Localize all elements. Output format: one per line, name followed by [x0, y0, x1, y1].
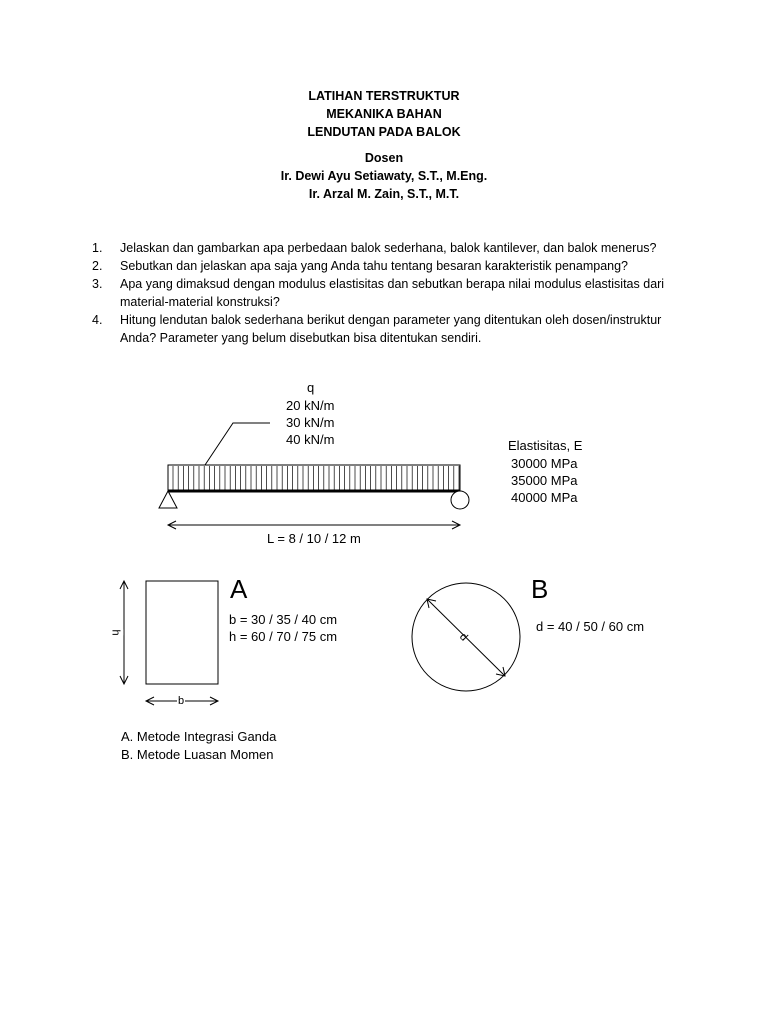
elasticity-value-2: 35000 MPa [511, 473, 578, 488]
elasticity-value-1: 30000 MPa [511, 456, 578, 471]
distributed-load-block [168, 465, 460, 491]
question-text: Sebutkan dan jelaskan apa saja yang Anda tahu tentang besaran karakteristik penampang? [120, 259, 629, 273]
load-value-2: 30 kN/m [286, 415, 335, 430]
beam-length-label: L = 8 / 10 / 12 m [267, 531, 361, 546]
question-text: Hitung lendutan balok sederhana berikut dengan parameter yang ditentukan oleh dosen/instruktur Anda? Parameter yang belum disebutkan bisa ditentukan sendiri. [120, 313, 662, 345]
title-line-3: LENDUTAN PADA BALOK [307, 125, 461, 139]
rectangular-section [146, 581, 218, 684]
question-number: 1. [92, 241, 103, 255]
title-line-1: LATIHAN TERSTRUKTUR [308, 89, 460, 103]
question-number: 4. [92, 313, 103, 327]
section-a-letter: A [230, 574, 248, 604]
lecturer-1: Ir. Dewi Ayu Setiawaty, S.T., M.Eng. [280, 169, 488, 183]
section-b-diameter-values: d = 40 / 50 / 60 cm [536, 619, 645, 634]
load-value-1: 20 kN/m [286, 398, 335, 413]
section-b-letter: B [531, 574, 549, 604]
method-a: A. Metode Integrasi Ganda [121, 729, 277, 744]
section-a-diagram [120, 581, 218, 705]
method-b: B. Metode Luasan Momen [121, 747, 274, 762]
lecturer-2: Ir. Arzal M. Zain, S.T., M.T. [308, 187, 460, 201]
pin-support-icon [159, 491, 177, 508]
roller-support-icon [451, 491, 469, 509]
question-number: 2. [92, 259, 103, 273]
load-hatch-lines [173, 466, 459, 490]
title-line-2: MEKANIKA BAHAN [326, 107, 442, 121]
question-number: 3. [92, 277, 103, 291]
height-dimension-label: h [107, 629, 124, 635]
width-dimension-label: b [177, 693, 185, 710]
question-text: Jelaskan dan gambarkan apa perbedaan balok sederhana, balok kantilever, dan balok menerus? [120, 241, 657, 255]
elasticity-label: Elastisitas, E [508, 438, 583, 453]
load-value-3: 40 kN/m [286, 432, 335, 447]
question-text: Apa yang dimaksud dengan modulus elastisitas dan sebutkan berapa nilai modulus elastisitas dari material-material konstruksi? [120, 277, 665, 309]
section-a-width-values: b = 30 / 35 / 40 cm [229, 612, 338, 627]
elasticity-value-3: 40000 MPa [511, 490, 578, 505]
load-leader-line [205, 423, 270, 465]
dosen-label: Dosen [364, 151, 404, 165]
section-a-height-values: h = 60 / 70 / 75 cm [229, 629, 338, 644]
load-symbol-label: q [307, 380, 315, 395]
diameter-dimension-label: d [457, 630, 470, 644]
